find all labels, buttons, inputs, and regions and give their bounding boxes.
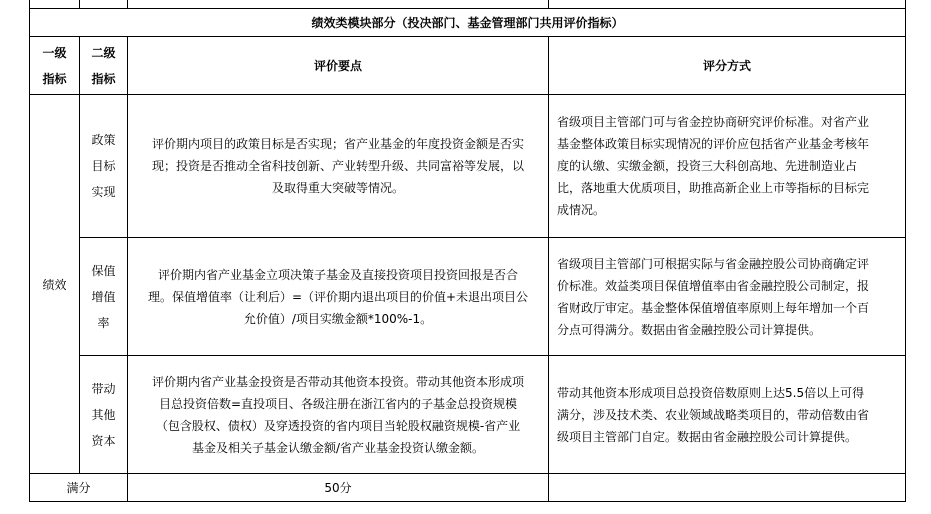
- scoring-line: 带动其他资本形成项目总投资倍数原则上达5.5倍以上可得: [557, 385, 865, 400]
- header-level1-line: 指标: [42, 71, 67, 86]
- scoring-line: 满分，涉及技术类、农业领域战略类项目的，带动倍数由省: [557, 407, 870, 422]
- table-row: [30, 356, 906, 474]
- header-criteria: 评价要点: [128, 37, 549, 95]
- scoring-line: 省财政厅审定。基金整体保值增值率原则上每年增加一个百: [557, 300, 870, 315]
- section-title-row: [30, 9, 906, 37]
- criteria-line: 及取得重大突破等情况。: [271, 181, 404, 195]
- header-level2: [80, 37, 128, 95]
- total-label: 满分: [30, 474, 128, 502]
- scoring-cell: [549, 238, 906, 356]
- scoring-line: 省级项目主管部门可根据实际与省金融控股公司协商确定评: [557, 256, 870, 271]
- top-empty-cell: [549, 0, 906, 9]
- level2-name: [80, 356, 128, 474]
- level2-name-line: 实现: [91, 185, 116, 199]
- scoring-line: 级项目主管部门自定。数据由省金融控股公司计算提供。: [557, 429, 858, 444]
- criteria-line: 允价值）/项目实缴金额*100%-1。: [243, 311, 433, 326]
- criteria-cell: [128, 238, 549, 356]
- level2-name-line: 资本: [91, 433, 116, 448]
- total-value: 50分: [128, 474, 549, 502]
- total-row: [30, 474, 906, 502]
- criteria-line: （包含股权、债权）及穿透投资的省内项目当轮股权融资规模-省产业: [155, 418, 521, 433]
- criteria-cell: [128, 356, 549, 474]
- criteria-line: 目总投资倍数=直投项目、各级注册在浙江省内的子基金总投资规模: [158, 396, 518, 411]
- scoring-line: 价标准。效益类项目保值增值率由省金融控股公司制定，报: [557, 278, 870, 293]
- scoring-cell: [549, 95, 906, 238]
- table-row: [30, 238, 906, 356]
- level2-name-line: 保值: [91, 263, 116, 278]
- top-empty-cell: [30, 0, 80, 9]
- scoring-line: 成情况。: [557, 203, 606, 217]
- top-empty-row: [30, 0, 906, 9]
- header-level2-line: 二级: [91, 45, 116, 60]
- level1-name: 绩效: [30, 95, 80, 474]
- scoring-line: 度的认缴、实缴金额，投资三大科创高地、先进制造业占: [557, 159, 858, 173]
- criteria-cell: [128, 95, 549, 238]
- header-scoring: 评分方式: [549, 37, 906, 95]
- header-level2-line: 指标: [91, 71, 116, 86]
- total-empty-cell: [549, 474, 906, 502]
- scoring-line: 省级项目主管部门可与省金控协商研究评价标准。对省产业: [557, 115, 870, 129]
- level2-name-line: 率: [97, 315, 110, 330]
- scoring-line: 基金整体政策目标实现情况的评价应包括省产业基金考核年: [557, 137, 870, 151]
- level2-name-line: 政策: [91, 133, 116, 147]
- header-level1-line: 一级: [42, 45, 67, 60]
- top-empty-cell: [80, 0, 128, 9]
- top-empty-cell: [128, 0, 549, 9]
- scoring-cell: [549, 356, 906, 474]
- level2-name: [80, 238, 128, 356]
- table-row: [30, 95, 906, 238]
- level2-name-line: 带动: [91, 381, 116, 396]
- level2-name: [80, 95, 128, 238]
- evaluation-table: [29, 0, 906, 502]
- criteria-line: 现；投资是否推动全省科技创新、产业转型升级、共同富裕等发展，以: [151, 159, 524, 173]
- criteria-line: 评价期内项目的政策目标是否实现；省产业基金的年度投资金额是否实: [151, 137, 524, 151]
- scoring-line: 分点可得满分。数据由省金融控股公司计算提供。: [557, 322, 822, 337]
- scoring-line: 比，落地重大优质项目，助推高新企业上市等指标的目标完: [557, 181, 870, 195]
- criteria-line: 评价期内省产业基金立项决策子基金及直接投资项目投资回报是否合: [157, 267, 518, 282]
- section-title: 绩效类模块部分（投决部门、基金管理部门共用评价指标）: [30, 9, 906, 37]
- level2-name-line: 目标: [91, 159, 116, 173]
- header-level1: [30, 37, 80, 95]
- level2-name-line: 增值: [91, 289, 116, 304]
- criteria-line: 评价期内省产业基金投资是否带动其他资本投资。带动其他资本形成项: [151, 374, 524, 389]
- criteria-line: 理。保值增值率（让利后）=（评价期内退出项目的价值+未退出项目公: [147, 289, 529, 304]
- criteria-line: 基金及相关子基金认缴金额/省产业基金投资认缴金额。: [191, 440, 485, 455]
- header-row: [30, 37, 906, 95]
- level2-name-line: 其他: [91, 407, 116, 422]
